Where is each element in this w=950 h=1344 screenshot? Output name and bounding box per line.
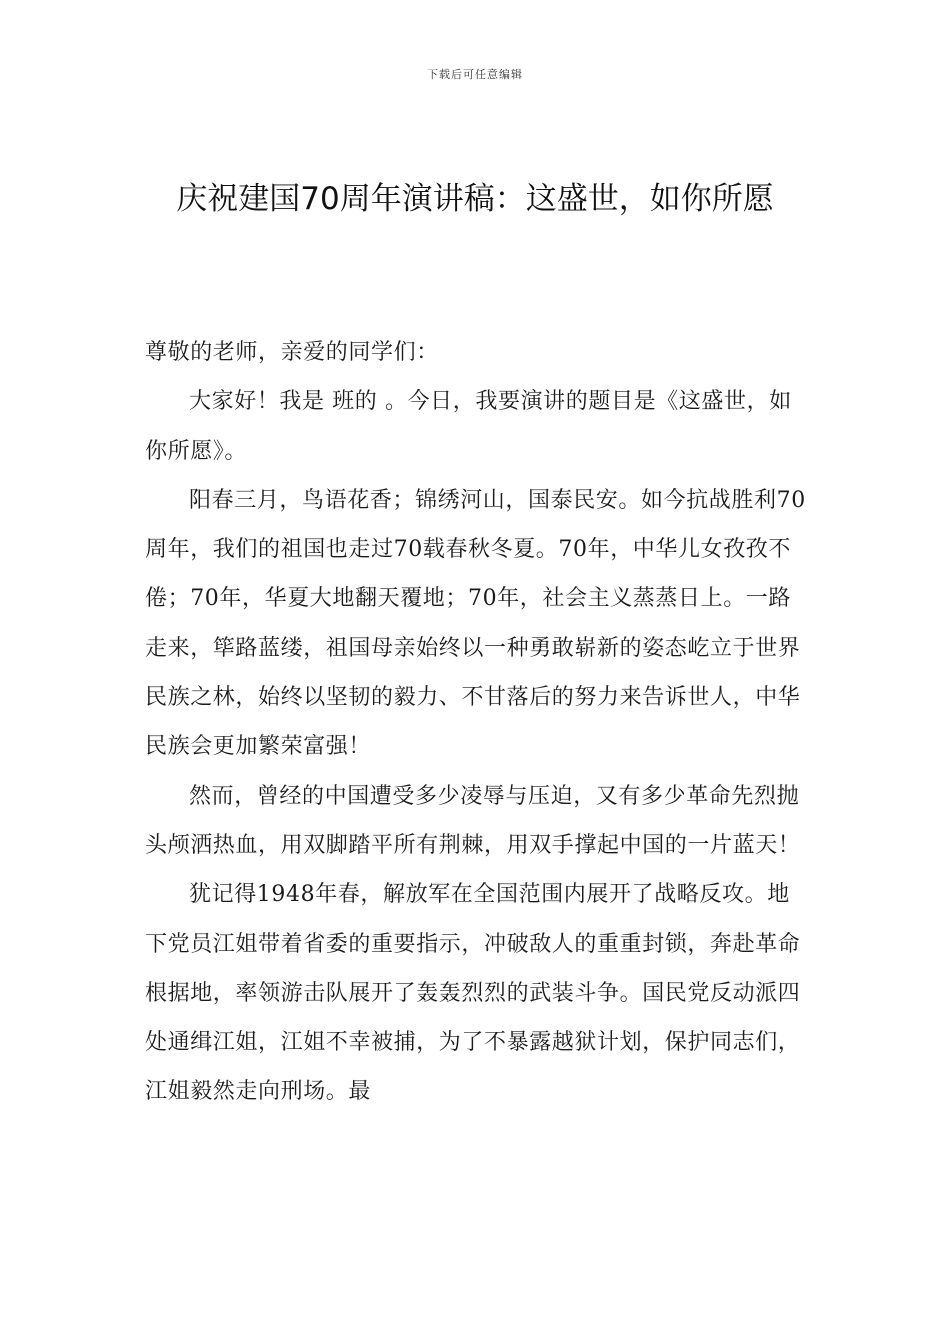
document-title: 庆祝建国70周年演讲稿：这盛世，如你所愿 [176, 181, 774, 217]
paragraph: 阳春三月，鸟语花香；锦绣河山，国泰民安。如今抗战胜利70周年，我们的祖国也走过70载春秋冬夏。70年，中华儿女孜孜不倦；70年，华夏大地翻天覆地；70年，社会主义蒸蒸日上。一路走来，筚路蓝缕，祖国母亲始终以一种勇敢崭新的姿态屹立于世界民族之林，始终以坚韧的毅力、不甘落后的努力来告诉世人，中华民族会更加繁荣富强！ [145, 487, 806, 760]
document-body [145, 328, 807, 1117]
paragraph: 然而，曾经的中国遭受多少凌辱与压迫，又有多少革命先烈抛头颅洒热血，用双脚踏平所有荆棘，用双手撑起中国的一片蓝天！ [145, 783, 801, 858]
greeting: 尊敬的老师，亲爱的同学们： [145, 340, 439, 365]
paragraph: 犹记得1948年春，解放军在全国范围内展开了战略反攻。地下党员江姐带着省委的重要指示，冲破敌人的重重封锁，奔赴革命根据地，率领游击队展开了轰轰烈烈的武装斗争。国民党反动派四处通缉江姐，江姐不幸被捕，为了不暴露越狱计划，保护同志们，江姐毅然走向刑场。最 [145, 882, 801, 1105]
header-note: 下载后可任意编辑 [427, 68, 523, 81]
paragraph: 大家好！我是 班的 。今日，我要演讲的题目是《这盛世，如你所愿》。 [145, 389, 792, 464]
